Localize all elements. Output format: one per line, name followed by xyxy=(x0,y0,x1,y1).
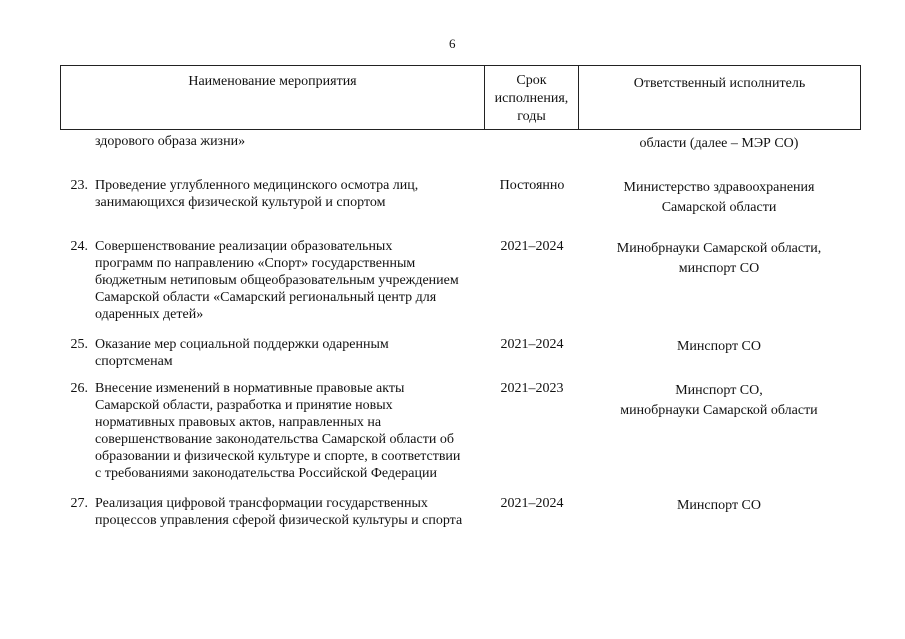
row-title-line: бюджетным нетиповым общеобразовательным учреждением xyxy=(95,273,459,288)
row-term: 2021–2023 xyxy=(500,381,564,396)
header-responsible: Ответственный исполнитель xyxy=(633,76,806,91)
row-title-line: спортсменам xyxy=(95,354,173,369)
row-title xyxy=(95,495,485,529)
row-responsible xyxy=(578,337,860,357)
row-title-line: совершенствование законодательства Самарской области об xyxy=(95,432,454,447)
row-number: 23. xyxy=(70,178,88,193)
row-title-line: занимающихся физической культурой и спортом xyxy=(95,195,386,210)
row-term: 2021–2024 xyxy=(500,239,564,254)
row-responsible-line: минспорт СО xyxy=(678,261,760,276)
row-number: 27. xyxy=(70,496,88,511)
row-term: 2021–2024 xyxy=(500,337,564,352)
row-title xyxy=(95,177,485,211)
header-name: Наименование мероприятия xyxy=(61,66,485,129)
table-header xyxy=(60,65,861,130)
row-title-line: программ по направлению «Спорт» государственным xyxy=(95,256,416,271)
continuation-left: здорового образа жизни» xyxy=(95,134,246,149)
row-responsible-line: Министерство здравоохранения xyxy=(623,180,815,195)
row-responsible-line: минобрнауки Самарской области xyxy=(620,403,818,418)
row-responsible-line: Минобрнауки Самарской области, xyxy=(616,241,822,256)
row-title-line: Оказание мер социальной поддержки одаренным xyxy=(95,337,389,352)
row-title-line: нормативных правовых актов, направленных на xyxy=(95,415,382,430)
page-number: 6 xyxy=(449,36,456,51)
row-title-line: Самарской области «Самарский региональный центр для xyxy=(95,290,437,305)
row-title-line: одаренных детей» xyxy=(95,307,204,322)
header-term xyxy=(485,66,579,129)
header-term-line: исполнения, xyxy=(494,91,569,106)
row-responsible xyxy=(578,239,860,279)
row-title-line: процессов управления сферой физической культуры и спорта xyxy=(95,513,463,528)
row-title-line: с требованиями законодательства Российской Федерации xyxy=(95,466,437,481)
continuation-right: области (далее – МЭР СО) xyxy=(639,136,799,151)
row-responsible xyxy=(578,381,860,421)
row-responsible-line: Самарской области xyxy=(661,200,777,215)
row-responsible-line: Минспорт СО, xyxy=(675,383,763,398)
row-title-line: Внесение изменений в нормативные правовые акты xyxy=(95,381,405,396)
header-term-line: Срок xyxy=(516,73,547,88)
header-term-line: годы xyxy=(517,109,546,124)
row-responsible-line: Минспорт СО xyxy=(676,339,762,354)
row-responsible xyxy=(578,496,860,516)
row-number: 26. xyxy=(70,381,88,396)
row-term: 2021–2024 xyxy=(500,496,564,511)
row-title xyxy=(95,238,485,323)
row-number: 24. xyxy=(70,239,88,254)
row-title-line: Совершенствование реализации образовательных xyxy=(95,239,393,254)
row-responsible-line: Минспорт СО xyxy=(676,498,762,513)
row-responsible xyxy=(578,178,860,218)
row-title-line: Проведение углубленного медицинского осмотра лиц, xyxy=(95,178,419,193)
row-term: Постоянно xyxy=(499,178,565,193)
row-title-line: Самарской области, разработка и принятие новых xyxy=(95,398,393,413)
row-title-line: Реализация цифровой трансформации государственных xyxy=(95,496,428,511)
row-title xyxy=(95,380,485,482)
row-title xyxy=(95,336,485,370)
row-number: 25. xyxy=(70,337,88,352)
row-title-line: образовании и физической культуре и спорте, в соответствии xyxy=(95,449,461,464)
